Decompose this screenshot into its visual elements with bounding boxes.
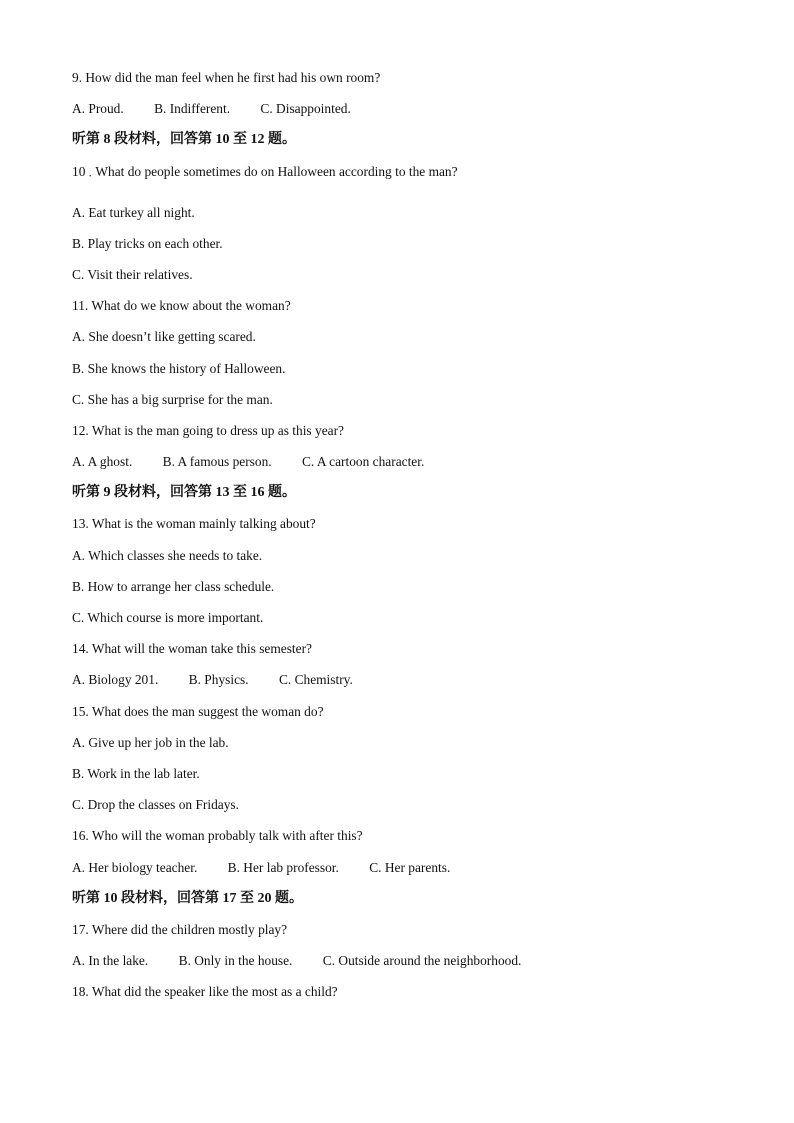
section-heading-8: 听第 8 段材料，回答第 10 至 12 题。 [72,132,296,148]
exam-page [72,62,752,1007]
option-b: B. A famous person. [162,454,272,470]
question-9: 9. How did the man feel when he first had his own room? [72,70,381,85]
option-b: B. Physics. [188,672,249,688]
option-a: A. Biology 201. [72,672,159,688]
question-14-options [72,664,752,695]
option-c: C. Her parents. [369,859,451,875]
question-13-option-a: A. Which classes she needs to take. [72,547,263,563]
option-c: C. Outside around the neighborhood. [322,953,522,969]
question-12: 12. What is the man going to dress up as this year? [72,422,344,438]
question-17-options [72,945,752,976]
option-b: B. Indifferent. [154,101,231,117]
question-13-option-c: C. Which course is more important. [72,610,264,625]
option-a: A. Proud. [72,101,124,117]
question-number: 10 · [72,163,93,183]
option-c: C. Disappointed. [260,101,351,117]
section-heading-9: 听第 9 段材料，回答第 13 至 16 题。 [72,485,296,501]
question-15-option-a: A. Give up her job in the lab. [72,734,229,750]
question-10-option-b: B. Play tricks on each other. [72,235,223,251]
number-dot: · [88,167,93,183]
section-heading-10: 听第 10 段材料，回答第 17 至 20 题。 [72,890,303,906]
option-a: A. A ghost. [72,454,133,470]
question-18: 18. What did the speaker like the most as a child? [72,984,338,1000]
question-11-option-b: B. She knows the history of Halloween. [72,360,286,376]
question-13-option-b: B. How to arrange her class schedule. [72,578,275,594]
option-b: B. Her lab professor. [227,859,339,875]
option-a: A. In the lake. [72,953,149,969]
option-b: B. Only in the house. [178,953,293,969]
question-12-options [72,446,752,477]
question-10-option-c: C. Visit their relatives. [72,266,193,282]
question-14: 14. What will the woman take this semester? [72,641,312,657]
question-15: 15. What does the man suggest the woman do? [72,703,324,719]
question-16: 16. Who will the woman probably talk with after this? [72,828,363,844]
question-9-options [72,93,752,124]
question-13: 13. What is the woman mainly talking about? [72,516,316,532]
option-c: C. Chemistry. [278,672,353,688]
question-17: 17. Where did the children mostly play? [72,921,288,937]
question-11-option-a: A. She doesn’t like getting scared. [72,329,256,345]
question-15-option-c: C. Drop the classes on Fridays. [72,797,239,813]
option-c: C. A cartoon character. [301,454,425,470]
question-text: What do people sometimes do on Halloween according to the man? [95,163,458,179]
option-a: A. Her biology teacher. [72,859,198,875]
question-16-options [72,852,752,883]
question-10-option-a: A. Eat turkey all night. [72,204,195,220]
question-11-option-c: C. She has a big surprise for the man. [72,391,273,407]
question-15-option-b: B. Work in the lab later. [72,765,200,781]
question-11: 11. What do we know about the woman? [72,298,291,314]
question-10 [72,156,752,197]
